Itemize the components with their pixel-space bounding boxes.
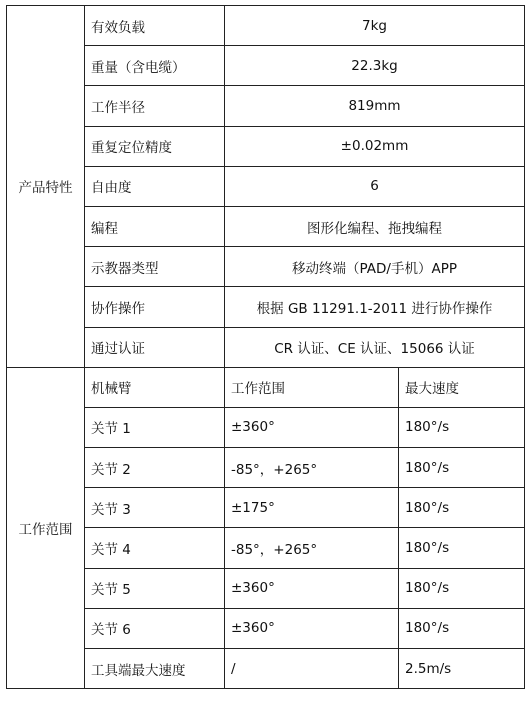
spec-value: 根据 GB 11291.1-2011 进行协作操作 bbox=[225, 287, 525, 327]
spec-label: 示教器类型 bbox=[85, 247, 225, 287]
joint-name: 关节 5 bbox=[85, 568, 225, 608]
joint-speed: 180°/s bbox=[399, 528, 525, 568]
table-row bbox=[7, 448, 525, 488]
spec-label: 通过认证 bbox=[85, 327, 225, 367]
spec-label: 自由度 bbox=[85, 166, 225, 206]
section-label-working-range: 工作范围 bbox=[7, 367, 85, 689]
table-header-row bbox=[7, 367, 525, 407]
joint-range: -85°，+265° bbox=[225, 528, 399, 568]
table-row bbox=[7, 488, 525, 528]
table-row bbox=[7, 166, 525, 206]
column-header-arm: 机械臂 bbox=[85, 367, 225, 407]
joint-range: ±360° bbox=[225, 407, 399, 447]
table-row bbox=[7, 6, 525, 46]
table-row bbox=[7, 407, 525, 447]
column-header-range: 工作范围 bbox=[225, 367, 399, 407]
joint-name: 关节 6 bbox=[85, 608, 225, 648]
spec-value: 22.3kg bbox=[225, 46, 525, 86]
spec-value: 图形化编程、拖拽编程 bbox=[225, 206, 525, 246]
joint-name: 关节 1 bbox=[85, 407, 225, 447]
joint-range: ±360° bbox=[225, 608, 399, 648]
tool-speed-range: / bbox=[225, 649, 399, 689]
table-row bbox=[7, 206, 525, 246]
spec-label: 重复定位精度 bbox=[85, 126, 225, 166]
joint-name: 关节 4 bbox=[85, 528, 225, 568]
table-row bbox=[7, 126, 525, 166]
spec-table bbox=[6, 5, 525, 689]
table-row bbox=[7, 649, 525, 689]
joint-speed: 180°/s bbox=[399, 488, 525, 528]
joint-range: ±175° bbox=[225, 488, 399, 528]
table-row bbox=[7, 86, 525, 126]
spec-label: 有效负载 bbox=[85, 6, 225, 46]
joint-name: 关节 2 bbox=[85, 448, 225, 488]
spec-label: 编程 bbox=[85, 206, 225, 246]
spec-value: 819mm bbox=[225, 86, 525, 126]
joint-speed: 180°/s bbox=[399, 448, 525, 488]
spec-value: CR 认证、CE 认证、15066 认证 bbox=[225, 327, 525, 367]
spec-label: 协作操作 bbox=[85, 287, 225, 327]
spec-value: 6 bbox=[225, 166, 525, 206]
table-row bbox=[7, 287, 525, 327]
table-row bbox=[7, 528, 525, 568]
table-row bbox=[7, 568, 525, 608]
joint-speed: 180°/s bbox=[399, 407, 525, 447]
spec-value: 移动终端（PAD/手机）APP bbox=[225, 247, 525, 287]
spec-label: 重量（含电缆） bbox=[85, 46, 225, 86]
tool-speed-value: 2.5m/s bbox=[399, 649, 525, 689]
joint-speed: 180°/s bbox=[399, 568, 525, 608]
spec-value: ±0.02mm bbox=[225, 126, 525, 166]
table-row bbox=[7, 247, 525, 287]
section-label-product-features: 产品特性 bbox=[7, 6, 85, 368]
joint-speed: 180°/s bbox=[399, 608, 525, 648]
spec-label: 工作半径 bbox=[85, 86, 225, 126]
table-row bbox=[7, 327, 525, 367]
spec-value: 7kg bbox=[225, 6, 525, 46]
column-header-speed: 最大速度 bbox=[399, 367, 525, 407]
joint-name: 关节 3 bbox=[85, 488, 225, 528]
tool-speed-label: 工具端最大速度 bbox=[85, 649, 225, 689]
joint-range: -85°，+265° bbox=[225, 448, 399, 488]
table-row bbox=[7, 608, 525, 648]
joint-range: ±360° bbox=[225, 568, 399, 608]
table-row bbox=[7, 46, 525, 86]
